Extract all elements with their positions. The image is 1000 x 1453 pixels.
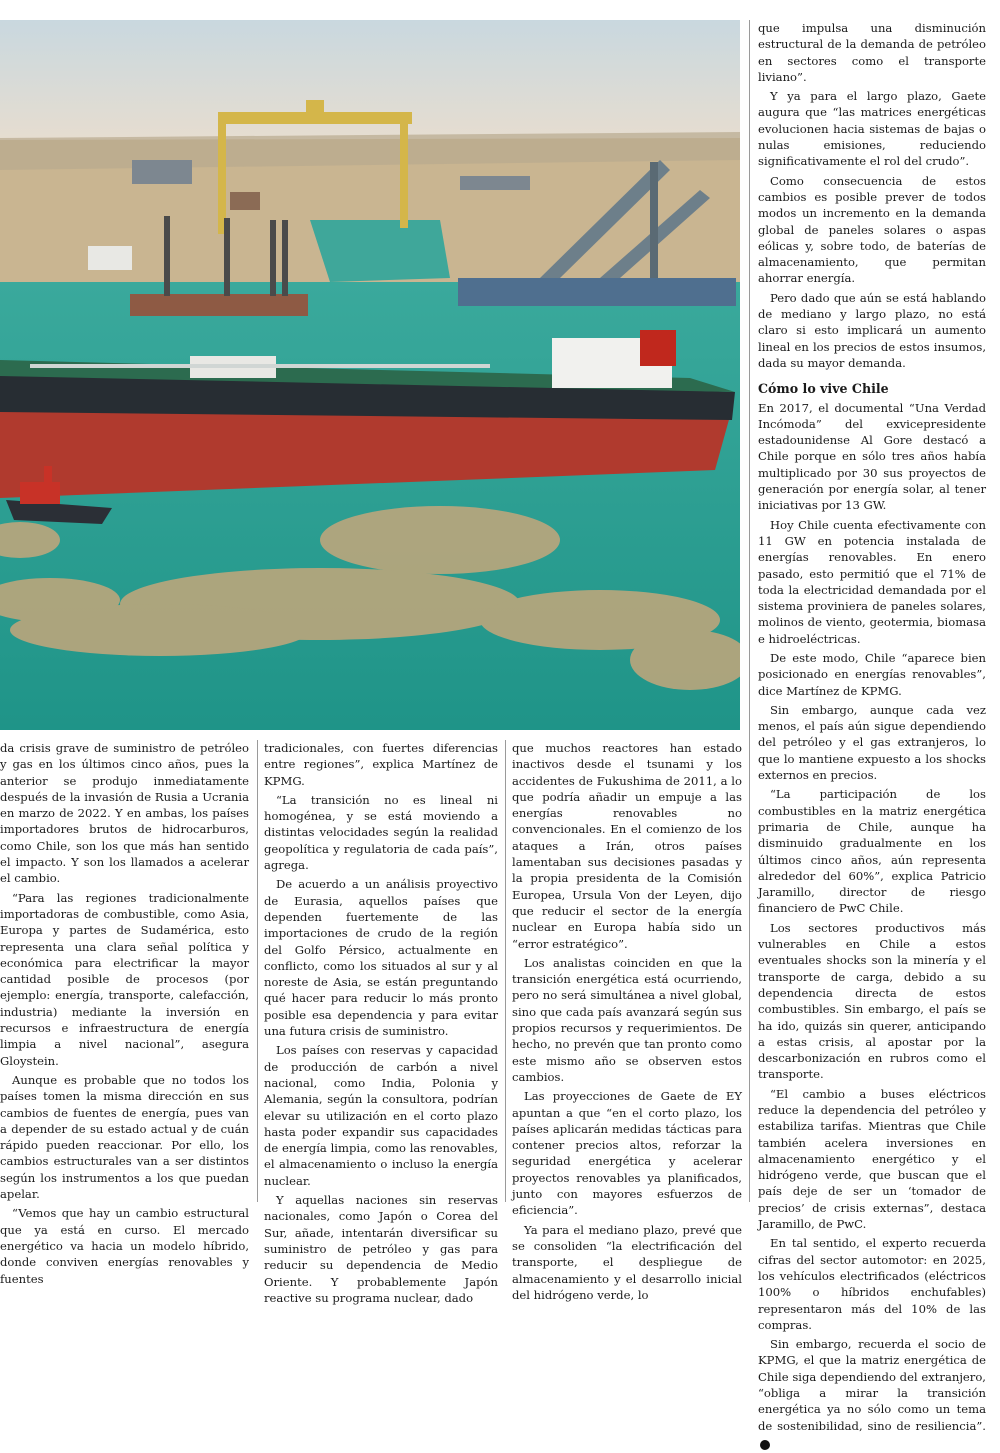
- paragraph: “Para las regiones tradicionalmente importadoras de combustible, como Asia, Europa y partes de Sudamérica, esto representa una clara señal política y económica para electrificar la mayor cantidad posible de procesos (por ejemplo: energía, transporte, calefacción, industria) mediante la inversión en recursos e infraestructura de energía limpia a nivel nacional”, asegura Gloystein.: [0, 890, 249, 1068]
- column-4: [758, 20, 986, 1453]
- paragraph: Y ya para el largo plazo, Gaete augura que “las matrices energéticas evolucionen hacia sistemas de bajas o nulas emisiones, reduciendo significativamente el rol del crudo”.: [758, 89, 986, 169]
- paragraph: En tal sentido, el experto recuerda cifras del sector automotor: en 2025, los vehículos electrificados (eléctricos 100% o híbridos enchufables) representaron más del 10% de las compras.: [758, 1236, 986, 1332]
- paragraph: Como consecuencia de estos cambios es posible prever de todos modos un incremento en la demanda global de paneles solares o aspas eólicas y, sobre todo, de baterías de almacenamiento, que permitan ahorrar energía.: [758, 173, 986, 286]
- column-3: [512, 740, 742, 1306]
- article-photo: [0, 20, 740, 730]
- paragraph: Hoy Chile cuenta efectivamente con 11 GW en potencia instalada de energías renovables. En enero pasado, esto permitió que el 71% de toda la electricidad demandada por el sistema proviniera de paneles solares, molinos de viento, geotermia, biomasa e hidroeléctricas.: [758, 517, 986, 646]
- end-mark-icon: P: [760, 1440, 770, 1450]
- paragraph: “La transición no es lineal ni homogénea, y se está moviendo a distintas velocidades según la realidad geopolítica y regulatoria de cada país”, agrega.: [264, 792, 498, 873]
- paragraph: [758, 1336, 986, 1450]
- paragraph: “La participación de los combustibles en la matriz energética primaria de Chile, aunque ha disminuido gradualmente en los últimos cinco años, aún representa alrededor del 60%”, explica Patricio Jaramillo, director de riesgo financiero de PwC Chile.: [758, 787, 986, 916]
- paragraph: Y aquellas naciones sin reservas nacionales, como Japón o Corea del Sur, añade, intentarán diversificar su suministro de petróleo y gas para reducir su dependencia de Medio Oriente. Y probablemente Japón reactive su programa nuclear, dado: [264, 1193, 498, 1305]
- paragraph: Los países con reservas y capacidad de producción de carbón a nivel nacional, como India, Polonia y Alemania, según la consultora, podrían elevar su utilización en el corto plazo hasta poder expandir sus capacidades de energía limpia, como las renovables, el almacenamiento o incluso la energía nuclear.: [264, 1043, 498, 1188]
- paragraph: Ya para el mediano plazo, prevé que se consoliden “la electrificación del transporte, el despliegue de almacenamiento y el desarrollo inicial del hidrógeno verde, lo: [512, 1222, 742, 1302]
- column-divider: [505, 740, 506, 1202]
- column-1: [0, 740, 249, 1290]
- paragraph: De este modo, Chile “aparece bien posicionado en energías renovables”, dice Martínez de KPMG.: [758, 650, 986, 698]
- paragraph: da crisis grave de suministro de petróleo y gas en los últimos cinco años, pues la anterior se produjo inmediatamente después de la invasión de Rusia a Ucrania en marzo de 2022. Y en ambas, los países importadores brutos de hidrocarburos, como Chile, son los que más han sentido el impacto. Y son los llamados a acelerar el cambio.: [0, 741, 249, 886]
- column-2: [264, 740, 498, 1309]
- paragraph-text: Sin embargo, recuerda el socio de KPMG, el que la matriz energética de Chile siga dependiendo del extranjero, “obliga a mirar la transición energética ya no sólo como un tema de sostenibilidad, sino de resiliencia”.: [758, 1337, 986, 1433]
- paragraph: “El cambio a buses eléctricos reduce la dependencia del petróleo y estabiliza tarifas. Mientras que Chile también acelera inversiones en almacenamiento energético y el hidrógeno verde, que buscan que el país deje de ser un ‘tomador de precios’ de crisis externas”, destaca Jaramillo, de PwC.: [758, 1086, 986, 1232]
- paragraph: que muchos reactores han estado inactivos desde el tsunami y los accidentes de Fukushima de 2011, a lo que podría añadir un empuje a las energías renovables no convencionales. En el comienzo de los ataques a Irán, otros países lamentaban sus decisiones pasadas y la propia presidenta de la Comisión Europea, Ursula Von der Leyen, dijo que reducir el sector de la energía nuclear en Europa había sido un “error estratégico”.: [512, 741, 742, 951]
- paragraph: tradicionales, con fuertes diferencias entre regiones”, explica Martínez de KPMG.: [264, 741, 498, 788]
- paragraph: Los sectores productivos más vulnerables en Chile a estos eventuales shocks son la minería y el transporte de carga, debido a su dependencia directa de estos combustibles. Sin embargo, el país se ha ido, quizás sin querer, anticipando a estas crisis, al apostar por la descarbonización en rubros como el transporte.: [758, 920, 986, 1082]
- section-heading: Cómo lo vive Chile: [758, 381, 889, 397]
- paragraph: que impulsa una disminución estructural de la demanda de petróleo en sectores como el transporte liviano”.: [758, 21, 986, 84]
- column-divider: [257, 740, 258, 1202]
- paragraph: Aunque es probable que no todos los países tomen la misma dirección en sus cambios de fuentes de energía, pues van a depender de su estado actual y de cuán rápido pueden reaccionar. Por ello, los cambios estructurales van a ser distintos según los instrumentos a los que puedan apelar.: [0, 1072, 249, 1202]
- paragraph: Pero dado que aún se está hablando de mediano y largo plazo, no está claro si esto implicará un aumento lineal en los precios de estos insumos, dada su mayor demanda.: [758, 290, 986, 370]
- port-tanker-illustration: [0, 20, 740, 730]
- paragraph: En 2017, el documental “Una Verdad Incómoda” del exvicepresidente estadounidense Al Gore destacó a Chile porque en sólo tres años había multiplicado por 30 sus proyectos de generación por energía solar, al tener iniciativas por 13 GW.: [758, 400, 986, 513]
- paragraph: “Vemos que hay un cambio estructural que ya está en curso. El mercado energético va hacia un modelo híbrido, donde conviven energías renovables y fuentes: [0, 1206, 249, 1286]
- dock-basin: [310, 220, 450, 282]
- column-divider: [749, 20, 750, 1202]
- paragraph: De acuerdo a un análisis proyectivo de Eurasia, aquellos países que dependen fuertemente de las importaciones de crudo de la región del Golfo Pérsico, actualmente en conflicto, como los situados al sur y al noreste de Asia, se están preguntando qué hacer para reducir lo más pronto posible esa dependencia y para evitar una futura crisis de suministro.: [264, 877, 498, 1039]
- paragraph: Los analistas coinciden en que la transición energética está ocurriendo, pero no será simultánea a nivel global, sino que cada país avanzará según sus propios recursos y requerimientos. De hecho, no prevén que tan pronto como este mismo año se observen estos cambios.: [512, 955, 742, 1084]
- paragraph: Sin embargo, aunque cada vez menos, el país aún sigue dependiendo del petróleo y el gas extranjeros, lo que lo mantiene expuesto a los shocks externos en precios.: [758, 702, 986, 783]
- paragraph: Las proyecciones de Gaete de EY apuntan a que “en el corto plazo, los países aplicarán medidas tácticas para contener precios altos, reforzar la seguridad energética y acelerar proyectos renovables ya planificados, junto con mayores esfuerzos de eficiencia”.: [512, 1089, 742, 1218]
